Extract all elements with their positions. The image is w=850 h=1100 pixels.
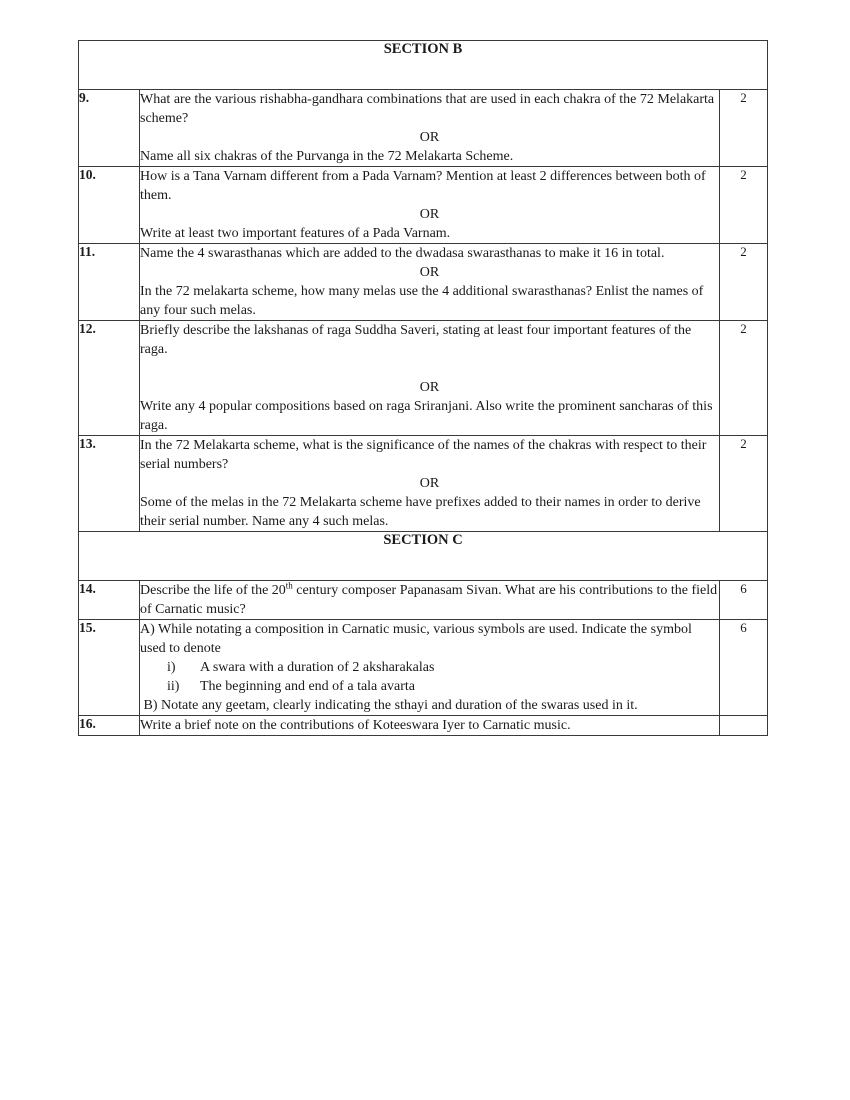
question-part-b: Write any 4 popular compositions based on raga Sriranjani. Also write the prominent sancharas of this raga. bbox=[140, 399, 713, 433]
or-separator: OR bbox=[419, 380, 440, 395]
section-b-row bbox=[79, 41, 768, 90]
question-part-b: B) Notate any geetam, clearly indicating the sthayi and duration of the swaras used in it. bbox=[140, 698, 638, 713]
question-number: 12. bbox=[79, 321, 140, 436]
or-separator: OR bbox=[419, 207, 440, 222]
question-number: 10. bbox=[79, 167, 140, 244]
question-marks: 6 bbox=[720, 581, 768, 620]
question-row bbox=[79, 244, 768, 321]
question-number: 16. bbox=[79, 716, 140, 736]
question-marks: 2 bbox=[720, 167, 768, 244]
section-c-heading: SECTION C bbox=[79, 532, 768, 581]
sub-item-number: i) bbox=[167, 660, 176, 675]
question-number: 13. bbox=[79, 436, 140, 532]
question-row bbox=[79, 716, 768, 736]
question-row bbox=[79, 581, 768, 620]
question-marks: 6 bbox=[720, 620, 768, 716]
question-text bbox=[140, 167, 720, 244]
question-marks: 2 bbox=[720, 436, 768, 532]
section-b-heading: SECTION B bbox=[79, 41, 768, 90]
question-table bbox=[78, 40, 768, 736]
question-text-start: Describe the life of the 20 bbox=[140, 583, 286, 598]
question-marks: 2 bbox=[720, 90, 768, 167]
question-text: Write a brief note on the contributions of Koteeswara Iyer to Carnatic music. bbox=[140, 716, 720, 736]
question-number: 11. bbox=[79, 244, 140, 321]
blank-line bbox=[140, 359, 719, 378]
sub-item-number: ii) bbox=[167, 679, 180, 694]
sub-item bbox=[140, 677, 719, 696]
question-text bbox=[140, 321, 720, 436]
question-part-b: Name all six chakras of the Purvanga in the 72 Melakarta Scheme. bbox=[140, 149, 514, 164]
question-part-b: Write at least two important features of a Pada Varnam. bbox=[140, 226, 451, 241]
question-number: 14. bbox=[79, 581, 140, 620]
or-separator: OR bbox=[419, 265, 440, 280]
or-separator: OR bbox=[419, 476, 440, 491]
question-marks: 2 bbox=[720, 321, 768, 436]
question-number: 9. bbox=[79, 90, 140, 167]
question-marks bbox=[720, 716, 768, 736]
question-part-a: A) While notating a composition in Carnatic music, various symbols are used. Indicate the symbol used to denote bbox=[140, 622, 692, 656]
question-marks: 2 bbox=[720, 244, 768, 321]
question-row bbox=[79, 436, 768, 532]
question-text bbox=[140, 244, 720, 321]
question-part-a: What are the various rishabha-gandhara combinations that are used in each chakra of the 72 Melakarta scheme? bbox=[140, 92, 715, 126]
question-part-a: Briefly describe the lakshanas of raga Suddha Saveri, stating at least four important features of the raga. bbox=[140, 323, 692, 357]
question-text-end: century composer Papanasam Sivan. What are his contributions to the field of Carnatic music? bbox=[140, 583, 718, 617]
question-text bbox=[140, 436, 720, 532]
ordinal-suffix: th bbox=[285, 580, 293, 591]
section-c-row bbox=[79, 532, 768, 581]
question-part-a: In the 72 Melakarta scheme, what is the significance of the names of the chakras with respect to their serial numbers? bbox=[140, 438, 707, 472]
sub-item-text: A swara with a duration of 2 aksharakalas bbox=[200, 660, 435, 675]
question-part-b: In the 72 melakarta scheme, how many melas use the 4 additional swarasthanas? Enlist the names of any four such melas. bbox=[140, 284, 704, 318]
question-row bbox=[79, 620, 768, 716]
question-part-b: Some of the melas in the 72 Melakarta scheme have prefixes added to their names in order to derive their serial number. Name any 4 such melas. bbox=[140, 495, 701, 529]
question-text bbox=[140, 620, 720, 716]
sub-item-text: The beginning and end of a tala avarta bbox=[200, 679, 415, 694]
question-text bbox=[140, 581, 720, 620]
question-part-a: Name the 4 swarasthanas which are added to the dwadasa swarasthanas to make it 16 in total. bbox=[140, 246, 665, 261]
or-separator: OR bbox=[419, 130, 440, 145]
question-text bbox=[140, 90, 720, 167]
question-row bbox=[79, 321, 768, 436]
sub-item bbox=[140, 658, 719, 677]
question-part-a: How is a Tana Varnam different from a Pada Varnam? Mention at least 2 differences between both of them. bbox=[140, 169, 706, 203]
question-row bbox=[79, 167, 768, 244]
question-row bbox=[79, 90, 768, 167]
question-number: 15. bbox=[79, 620, 140, 716]
